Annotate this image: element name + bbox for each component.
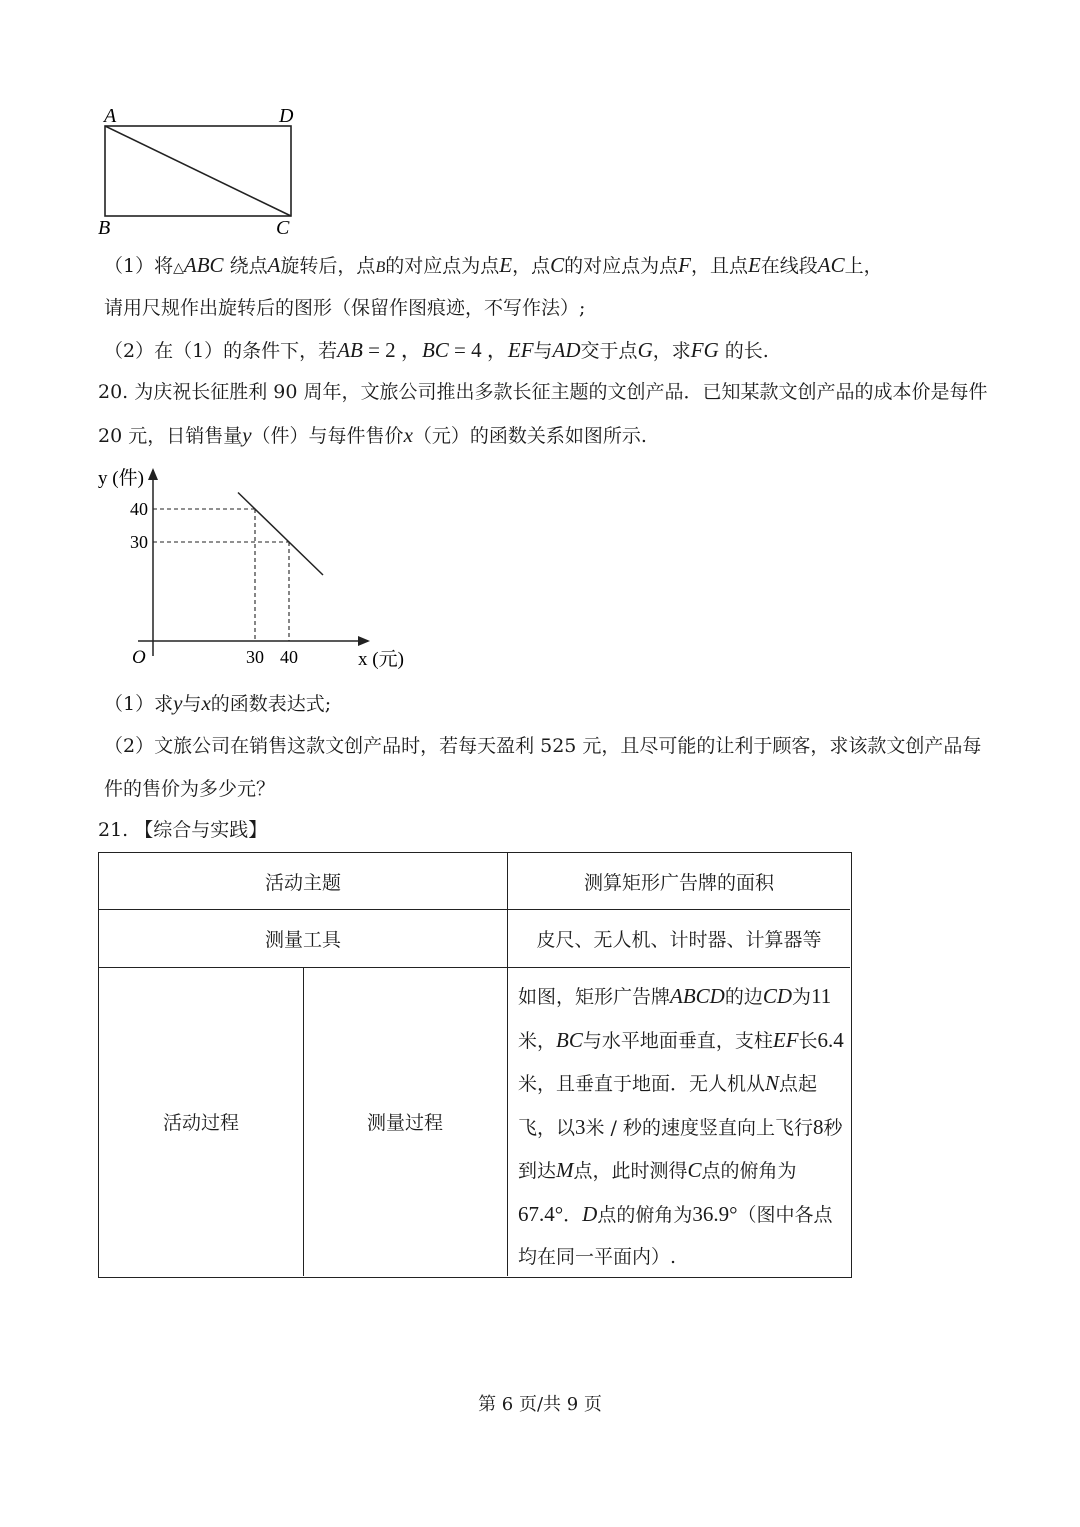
measure-label: 测量过程 [366,1112,443,1134]
q19-part1-line1: （1）将△ABC 绕点A旋转后，点B的对应点为点E，点C的对应点为点F，且点E在线段AC上， [104,253,883,277]
y-tick-label-40: 40 [130,499,148,519]
q19-part1-line2: 请用尺规作出旋转后的图形（保留作图痕迹，不写作法）; [104,297,586,319]
q19-part2: （2）在（1）的条件下，若AB = 2 ，BC = 4 ，EF与AD交于点G，求FG 的长. [104,338,769,362]
q21-heading: 21. 【综合与实践】 [98,819,268,841]
page-footer: 第 6 页/共 9 页 [478,1394,602,1415]
diagonal-ac [105,126,291,216]
function-graph [90,460,430,680]
q20-question2-line1: （2）文旅公司在销售这款文创产品时，若每天盈利 525 元，且尽可能的让利于顾客，求该款文创产品每 [104,735,982,757]
q20-question1: （1）求y与x的函数表达式; [104,691,332,715]
q20-question2-line2: 件的售价为多少元？ [104,778,276,800]
x-axis-arrow [358,636,370,646]
measure-description: 如图，矩形广告牌ABCD的边CD为11米，BC与水平地面垂直，支柱EF长6.4米，且垂直于地面．无人机从N点起飞，以3米 / 秒的速度竖直向上飞行8秒到达M点，此时测得C点的俯角为67.4°．D点的俯角为36.9°（图中各点均在同一平面内）. [518,984,844,1268]
q20-line1: 20. 为庆祝长征胜利 90 周年，文旅公司推出多款长征主题的文创产品．已知某款文创产品的成本价是每件 [98,381,988,403]
y-axis-arrow [148,468,158,480]
y-axis-label: y (件) [98,468,144,489]
label-b: B [98,217,111,239]
q20-line2: 20 元，日销售量y（件）与每件售价x（元）的函数关系如图所示. [98,423,647,447]
x-axis-label: x (元) [358,649,404,670]
y-tick-label-30: 30 [130,532,148,552]
origin-label: O [132,647,146,668]
theme-label: 活动主题 [264,871,341,894]
label-d: D [279,105,294,127]
process-label: 活动过程 [162,1112,239,1134]
x-tick-label-40: 40 [280,647,298,667]
label-c: C [276,217,290,239]
theme-value: 测算矩形广告牌的面积 [583,871,774,894]
function-line [238,493,323,576]
x-tick-label-30: 30 [246,647,264,667]
tools-value: 皮尺、无人机、计时器、计算器等 [536,928,822,951]
tools-label: 测量工具 [264,928,341,951]
label-a: A [104,105,117,127]
rectangle-figure [90,100,320,240]
